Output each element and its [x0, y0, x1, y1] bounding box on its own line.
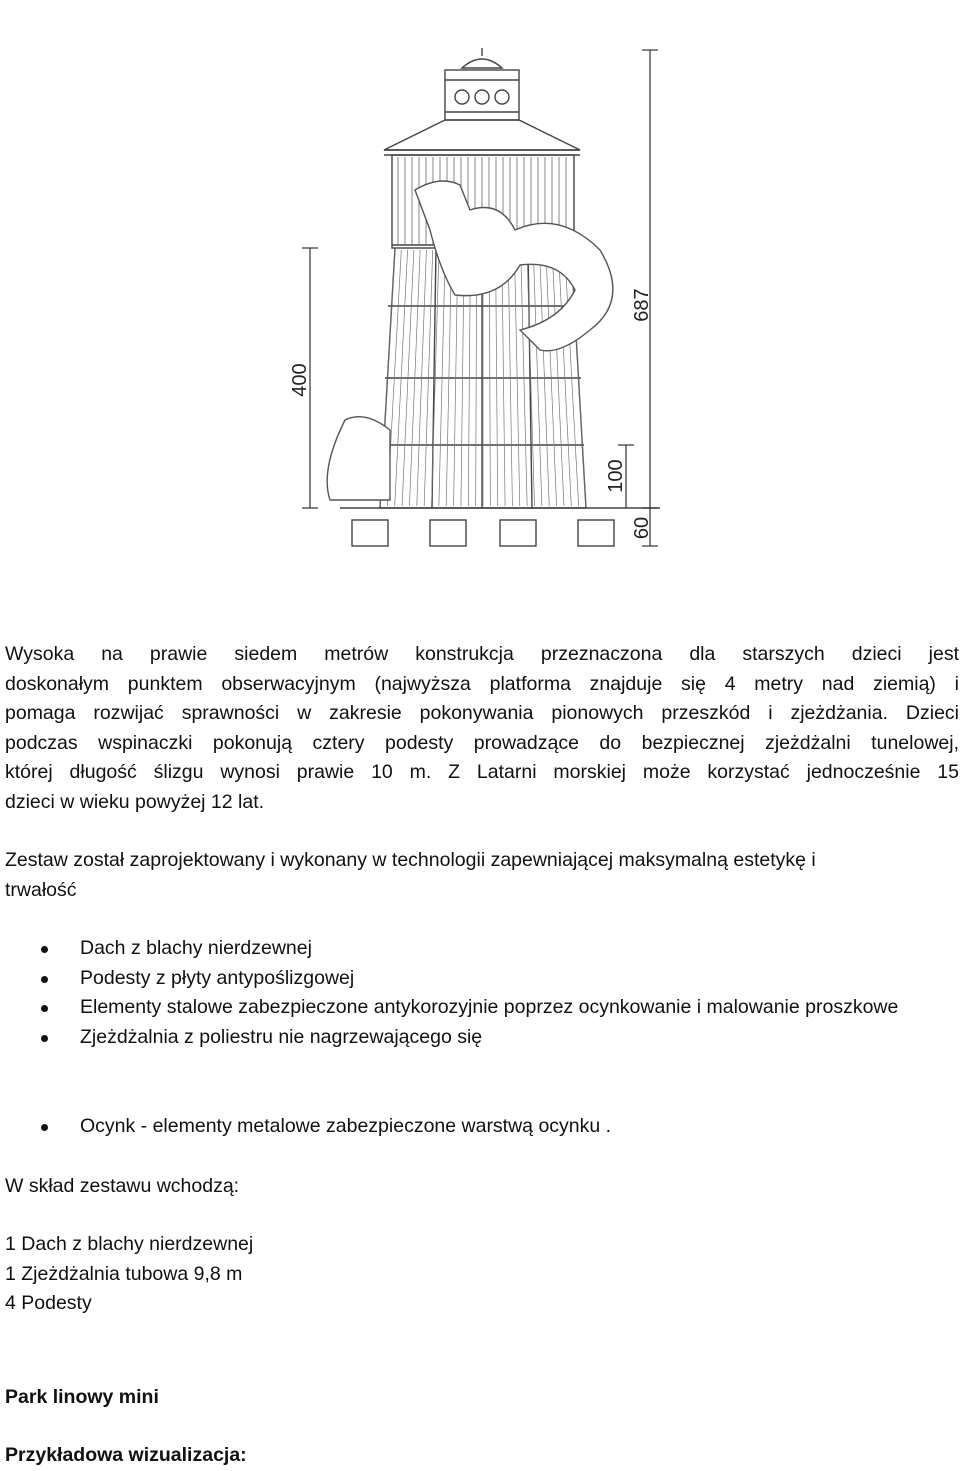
- section-subtitle: Przykładowa wizualizacja:: [5, 1444, 247, 1466]
- dimension-foundation-label: 60: [631, 516, 653, 540]
- features-list: [5, 934, 945, 1052]
- description-paragraph-1: [5, 640, 959, 817]
- section-title: Park linowy mini: [5, 1386, 159, 1408]
- paragraph-line: podczas wspinaczki pokonują cztery podesty prowadzące do bezpiecznej zjeżdżalni tunelowej,: [5, 731, 959, 754]
- slide-exit: [327, 417, 390, 500]
- list-item: 4 Podesty: [5, 1292, 92, 1314]
- foundation-block: [578, 520, 614, 546]
- list-item: 1 Zjeżdżalnia tubowa 9,8 m: [5, 1262, 243, 1285]
- foundation-block: [430, 520, 466, 546]
- paragraph-line: doskonałym punktem obserwacyjnym (najwyższa platforma znajduje się 4 metry nad ziemią) i: [5, 672, 959, 695]
- paragraph-line: trwałość: [5, 878, 77, 901]
- tube-slide: [415, 181, 613, 351]
- paragraph-line: dzieci w wieku powyżej 12 lat.: [5, 790, 265, 813]
- roof-finial: [462, 59, 502, 68]
- paragraph-line: Wysoka na prawie siedem metrów konstrukcja przeznaczona dla starszych dzieci jest: [5, 643, 959, 665]
- paragraph-line: pomaga rozwijać sprawności w zakresie pokonywania pionowych przeszkód i zjeżdżania. Dzieci: [5, 702, 959, 724]
- description-paragraph-2: [5, 846, 959, 905]
- set-contents-list: [5, 1230, 959, 1319]
- list-item: 1 Dach z blachy nierdzewnej: [5, 1233, 254, 1255]
- dimension-total-label: 687: [631, 288, 653, 322]
- list-item: Ocynk - elementy metalowe zabezpieczone warstwą ocynku .: [5, 1112, 945, 1142]
- list-item: Zjeżdżalnia z poliestru nie nagrzewającego się: [5, 1023, 945, 1053]
- foundation-block: [352, 520, 388, 546]
- list-item: Elementy stalowe zabezpieczone antykorozyjnie poprzez ocynkowanie i malowanie proszkowe: [5, 993, 945, 1023]
- paragraph-line: której długość ślizgu wynosi prawie 10 m. Z Latarni morskiej może korzystać jednocześnie 15: [5, 761, 959, 783]
- list-item: Dach z blachy nierdzewnej: [5, 934, 945, 964]
- set-contents-heading: W skład zestawu wchodzą:: [5, 1175, 240, 1197]
- features-list-continued: [5, 1112, 945, 1142]
- paragraph-line: Zestaw został zaprojektowany i wykonany w technologii zapewniającej maksymalną estetykę i: [5, 849, 816, 871]
- foundation-block: [500, 520, 536, 546]
- lighthouse-technical-drawing: [0, 0, 960, 610]
- dimension-lower-label: 100: [605, 459, 627, 493]
- dimension-platform-label: 400: [289, 363, 311, 397]
- list-item: Podesty z płyty antypoślizgowej: [5, 964, 945, 994]
- roof: [384, 120, 580, 150]
